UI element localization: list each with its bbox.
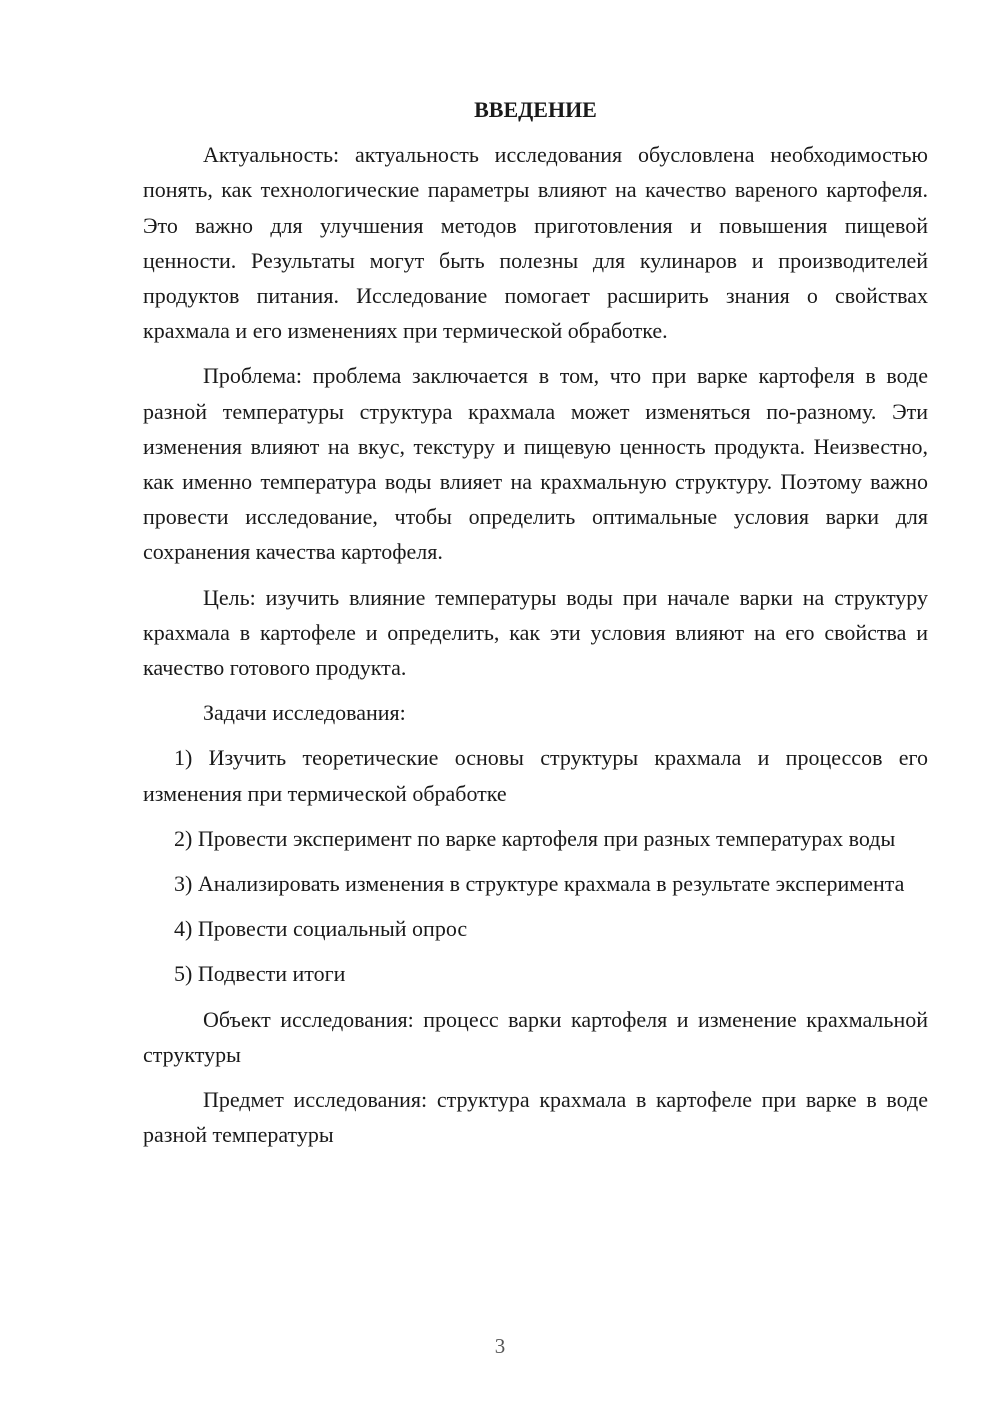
section-heading: ВВЕДЕНИЕ xyxy=(474,97,597,122)
relevance-paragraph: Актуальность: актуальность исследования обусловлена необходимостью понять, как технологические параметры влияют на качество вареного картофеля. Это важно для улучшения методов приготовления и повышения пищевой ценности. Результаты могут быть полезны для кулинаров и производителей продуктов питания. Исследование помогает расширить знания о свойствах крахмала и его изменениях при термической обработке. xyxy=(143,142,928,344)
goal-paragraph: Цель: изучить влияние температуры воды при начале варки на структуру крахмала в картофеле и определить, как эти условия влияют на его свойства и качество готового продукта. xyxy=(143,584,928,681)
task-item-3: 3) Анализировать изменения в структуре крахмала в результате эксперимента xyxy=(174,871,905,897)
page-number: 3 xyxy=(494,1334,506,1358)
task-item-5: 5) Подвести итоги xyxy=(174,961,346,987)
subject-paragraph: Предмет исследования: структура крахмала в картофеле при варке в воде разной температуры xyxy=(143,1087,928,1148)
tasks-title: Задачи исследования: xyxy=(203,700,406,726)
task-item-4: 4) Провести социальный опрос xyxy=(174,916,468,942)
problem-paragraph: Проблема: проблема заключается в том, что при варке картофеля в воде разной температуры структура крахмала может изменяться по-разному. Эти изменения влияют на вкус, текстуру и пищевую ценность продукта. Неизвестно, как именно температура воды влияет на крахмальную структуру. Поэтому важно провести исследование, чтобы определить оптимальные условия варки для сохранения качества картофеля. xyxy=(143,363,928,565)
task-item-1: 1) Изучить теоретические основы структуры крахмала и процессов его изменения при термической обработке xyxy=(143,745,928,806)
document-page xyxy=(143,92,928,1162)
object-paragraph: Объект исследования: процесс варки картофеля и изменение крахмальной структуры xyxy=(143,1006,928,1067)
task-item-2: 2) Провести эксперимент по варке картофеля при разных температурах воды xyxy=(174,825,896,851)
